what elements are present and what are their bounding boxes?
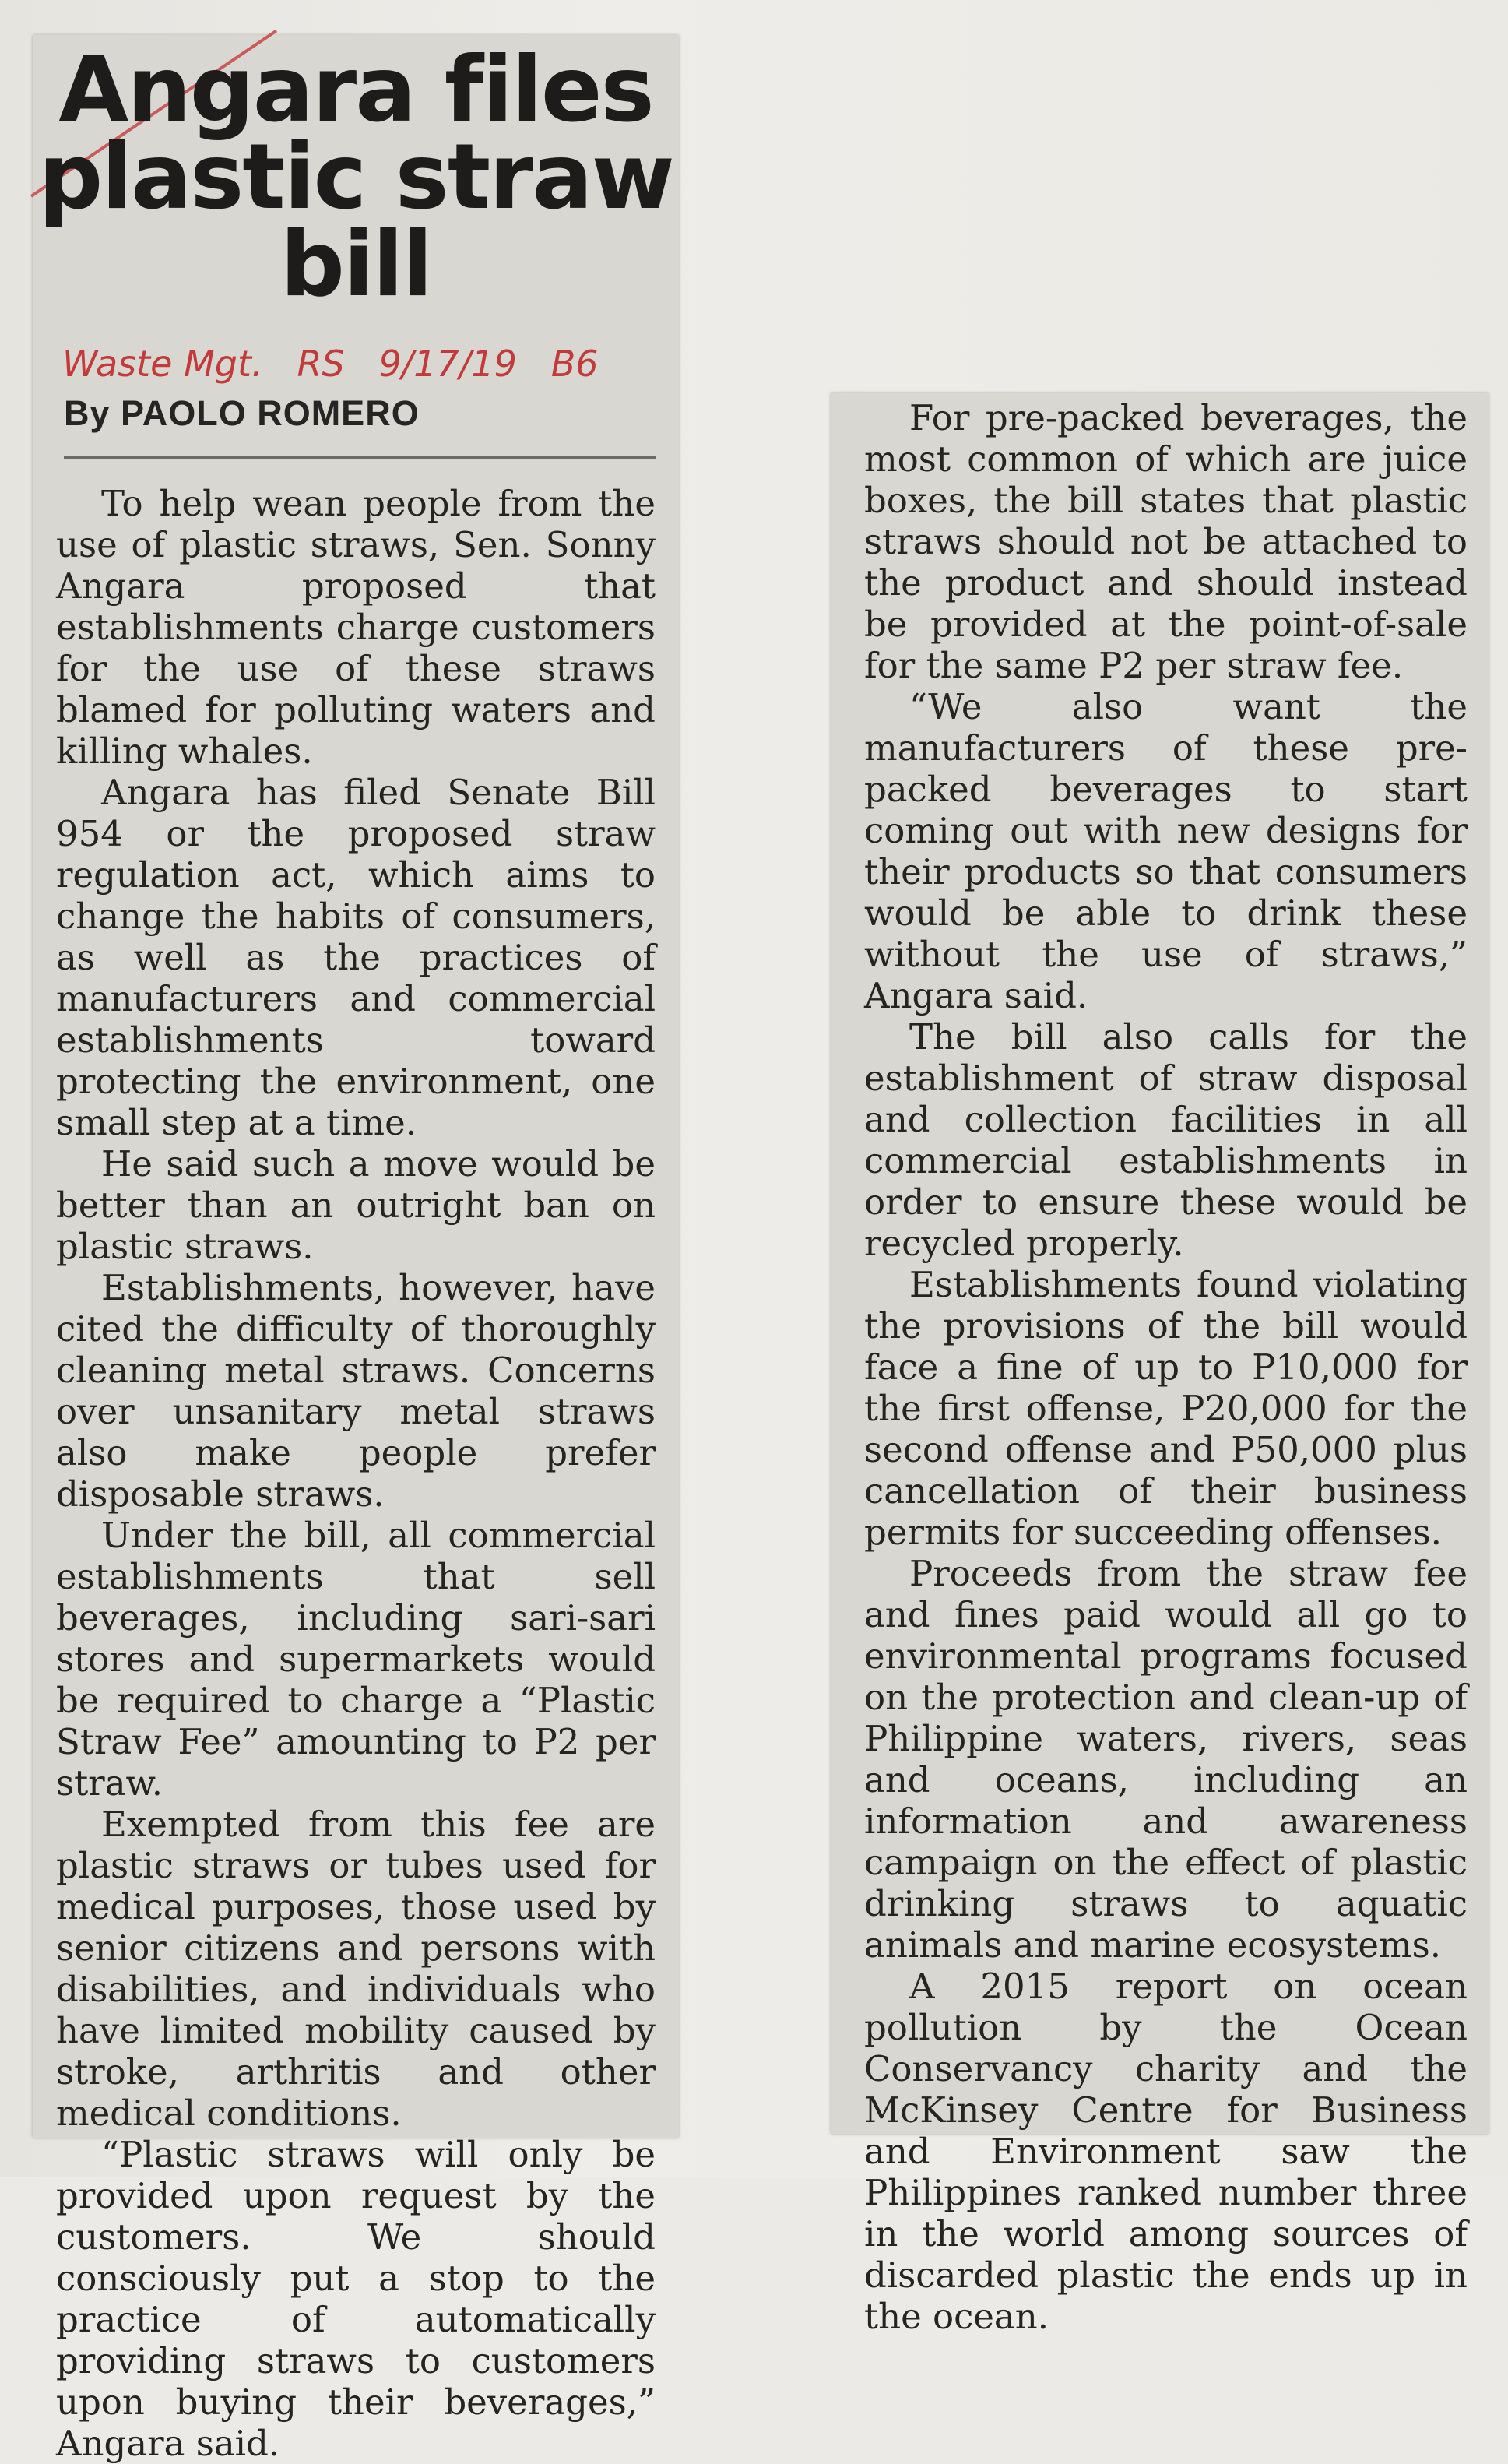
paragraph: Exempted from this fee are plastic straws or tubes used for medical purposes, those used by senior citizens and persons with disabilities, and individuals who have limited mobility caused by stroke, arthritis and other medical conditions. (56, 1804, 656, 2134)
article-column-right (864, 397, 1468, 2337)
paragraph: He said such a move would be better than an outright ban on plastic straws. (56, 1143, 656, 1267)
article-headline: Angara files plastic straw bill (38, 37, 673, 317)
paragraph: Establishments found violating the provisions of the bill would face a fine of up to P10,000 for the first offense, P20,000 for the second offense and P50,000 plus cancellation of their business permits for succeeding offenses. (864, 1264, 1468, 1553)
paragraph: Under the bill, all commercial establishments that sell beverages, including sari-sari stores and supermarkets would be required to charge a “Plastic Straw Fee” amounting to P2 per straw. (56, 1515, 656, 1804)
article-byline: By PAOLO ROMERO (64, 393, 420, 433)
paragraph: The bill also calls for the establishment of straw disposal and collection facilities in all commercial establishments in order to ensure these would be recycled properly. (864, 1016, 1468, 1264)
byline-rule (64, 456, 656, 459)
paragraph: “Plastic straws will only be provided upon request by the customers. We should consciously put a stop to the practice of automatically providing straws to customers upon buying their beverages,” Angara said. (56, 2134, 656, 2464)
paragraph: For pre-packed beverages, the most common of which are juice boxes, the bill states that plastic straws should not be attached to the product and should instead be provided at the point-of-sale for the same P2 per straw fee. (864, 397, 1468, 686)
paragraph: Establishments, however, have cited the difficulty of thoroughly cleaning metal straws. Concerns over unsanitary metal straws also make people prefer disposable straws. (56, 1267, 656, 1515)
paragraph: “We also want the manufacturers of these pre-packed beverages to start coming out with new designs for their products so that consumers would be able to drink these without the use of straws,” Angara said. (864, 686, 1468, 1016)
handwritten-annotation: Waste Mgt. RS 9/17/19 B6 (62, 343, 599, 385)
paragraph: Proceeds from the straw fee and fines paid would all go to environmental programs focused on the protection and clean-up of Philippine waters, rivers, seas and oceans, including an information and awareness campaign on the effect of plastic drinking straws to aquatic animals and marine ecosystems. (864, 1553, 1468, 1966)
paragraph: A 2015 report on ocean pollution by the Ocean Conservancy charity and the McKinsey Centre for Business and Environment saw the Philippines ranked number three in the world among sources of discarded plastic the ends up in the ocean. (864, 1966, 1468, 2337)
article-column-left (56, 483, 656, 2464)
paragraph: To help wean people from the use of plastic straws, Sen. Sonny Angara proposed that establishments charge customers for the use of these straws blamed for polluting waters and killing whales. (56, 483, 656, 772)
paragraph: Angara has filed Senate Bill 954 or the proposed straw regulation act, which aims to change the habits of consumers, as well as the practices of manufacturers and commercial establishments toward protecting the environment, one small step at a time. (56, 772, 656, 1143)
